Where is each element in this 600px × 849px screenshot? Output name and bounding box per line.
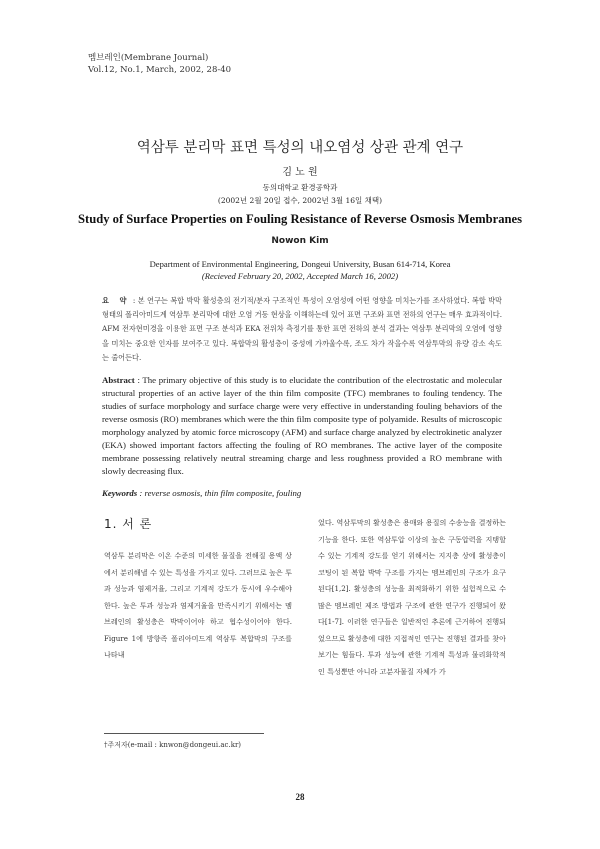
english-dates: (Recieved February 20, 2002, Accepted March 16, 2002) (201, 271, 399, 281)
english-author: Nowon Kim (271, 236, 329, 246)
korean-dates: (2002년 2월 20일 접수, 2002년 3월 16일 채택) (217, 196, 383, 205)
english-abstract: Abstract : The primary objective of this study is to elucidate the contribution of the electrostatic and molecular structural properties of an active layer of the thin film composite (TFC) membranes to fouling tendency. The studies of surface morphology and surface charge were very effective in understanding fouling behaviors of the reverse osmosis (RO) membranes which were the thin film composite type of polyamide. Results of microscopic morphology analyzed by atomic force microscopy (AFM) and surface charge analyzed by electrokinetic analyzer (EKA) showed important factors affecting the fouling of RO membranes. The active layer of the composite membrane possessing relatively neutral streaming charge and less roughness provided a RO membrane with slowly decreasing flux. (102, 375, 503, 476)
korean-affiliation: 동의대학교 환경공학과 (262, 183, 338, 192)
keywords-text: reverse osmosis, thin film composite, fouling (144, 488, 302, 498)
footnote-divider (104, 733, 264, 734)
korean-affiliation-block (0, 181, 600, 207)
english-affiliation-block (0, 258, 600, 282)
section-heading: 1. 서 론 (104, 517, 153, 531)
english-affiliation: Department of Environmental Engineering, Dongeui University, Busan 614-714, Korea (149, 259, 451, 269)
journal-header (88, 52, 231, 76)
page-number: 28 (295, 792, 305, 802)
keywords-label: Keywords (102, 488, 138, 498)
body-left-column: 역삼투 분리막은 이온 수준의 미세한 물질을 전해질 용액 상에서 분리해낼 수 있는 특성을 가지고 있다. 그러므로 높은 투과 성능과 염제거율, 그리고 기계적 강도가 동시에 우수해야 한다. 높은 투과 성능과 염제거율을 만족시키기 위해서는 멤브레인의 활성층은 박막이어야 하고 협수성이어야 한다. Figure 1에 방향족 폴리아미드계 역삼투 복합막의 구조를 나타내 (104, 551, 292, 659)
korean-abstract-label: 요 약 (102, 296, 131, 305)
korean-author: 김 노 원 (282, 167, 318, 178)
english-abstract-text: The primary objective of this study is to elucidate the contribution of the electrostatic and molecular structural properties of an active layer of the thin film composite (TFC) membranes to fouling tendency. The studies of surface morphology and surface charge were very effective in understanding fouling behaviors of the reverse osmosis (RO) membranes which were the thin film composite type of polyamide. Results of microscopic morphology analyzed by atomic force microscopy (AFM) and surface charge analyzed by electrokinetic analyzer (EKA) showed important factors affecting the fouling of RO membranes. The active layer of the composite membrane possessing relatively neutral streaming charge and less roughness provided a RO membrane with slowly decreasing flux. (102, 375, 503, 476)
keywords: Keywords : reverse osmosis, thin film composite, fouling (102, 488, 302, 498)
korean-abstract: 요 약 : 본 연구는 복합 박막 활성층의 전기적/분자 구조적인 특성이 오염성에 어떤 영향을 미치는가를 조사하였다. 복합 박막 형태의 폴리아미드계 역삼투 분리막에 대한 오염 거동 현상을 이해하는데 있어 표면 구조와 표면 전하의 연구는 매우 효과적이다. AFM 전자현미경을 이용한 표면 구조 분석과 EKA 전위차 측정기를 통한 표면 전하의 분석 결과는 역삼투 분리막의 오염에 영향을 미치는 중요한 인자를 보여주고 있다. 복합막의 활성층이 중성에 가까울수록, 조도 차가 작을수록 역삼투막의 유량 감소 속도는 줄어든다. (102, 296, 502, 362)
journal-name: 멤브레인(Membrane Journal) (88, 53, 209, 63)
korean-title: 역삼투 분리막 표면 특성의 내오염성 상관 관계 연구 (136, 140, 464, 156)
english-abstract-label: Abstract (102, 375, 135, 385)
korean-abstract-text: 본 연구는 복합 박막 활성층의 전기적/분자 구조적인 특성이 오염성에 어떤 영향을 미치는가를 조사하였다. 복합 박막 형태의 폴리아미드계 역삼투 분리막에 대한 오염 거동 현상을 이해하는데 있어 표면 구조와 표면 전하의 연구는 매우 효과적이다. AFM 전자현미경을 이용한 표면 구조 분석과 EKA 전위차 측정기를 통한 표면 전하의 분석 결과는 역삼투 분리막의 오염에 영향을 미치는 중요한 인자를 보여주고 있다. 복합막의 활성층이 중성에 가까울수록, 조도 차가 작을수록 역삼투막의 유량 감소 속도는 줄어든다. (102, 296, 502, 362)
footnote: †주저자(e-mail : knwon@dongeui.ac.kr) (104, 741, 242, 749)
english-title: Study of Surface Properties on Fouling Resistance of Reverse Osmosis Membranes (78, 212, 522, 226)
journal-volume: Vol.12, No.1, March, 2002, 28-40 (88, 65, 232, 75)
body-right-column: 었다. 역삼투막의 활성층은 용매와 용질의 수송능을 결정하는 기능을 한다. 또한 역삼투압 이상의 높은 구동압력을 지탱할 수 있는 기계적 강도를 얻기 위해서는 지지층 상에 활성층이 코팅이 된 복합 박막 구조를 가지는 멤브레인의 구조가 요구된다[1,2]. 활성층의 성능을 최적화하기 위한 설험적으로 수많은 멤브레인 제조 방법과 구조에 관한 연구가 진행되어 왔다[1-7]. 이러한 연구들은 일반적인 추론에 근거하여 진행되었으므로 활성층에 대한 지접적인 연구는 진행된 결과를 찾아보기는 힘들다. 투과 성능에 관한 기계적 특성과 물리화학적인 특성뿐만 아니라 고분자물질 자체가 가 (318, 518, 506, 676)
